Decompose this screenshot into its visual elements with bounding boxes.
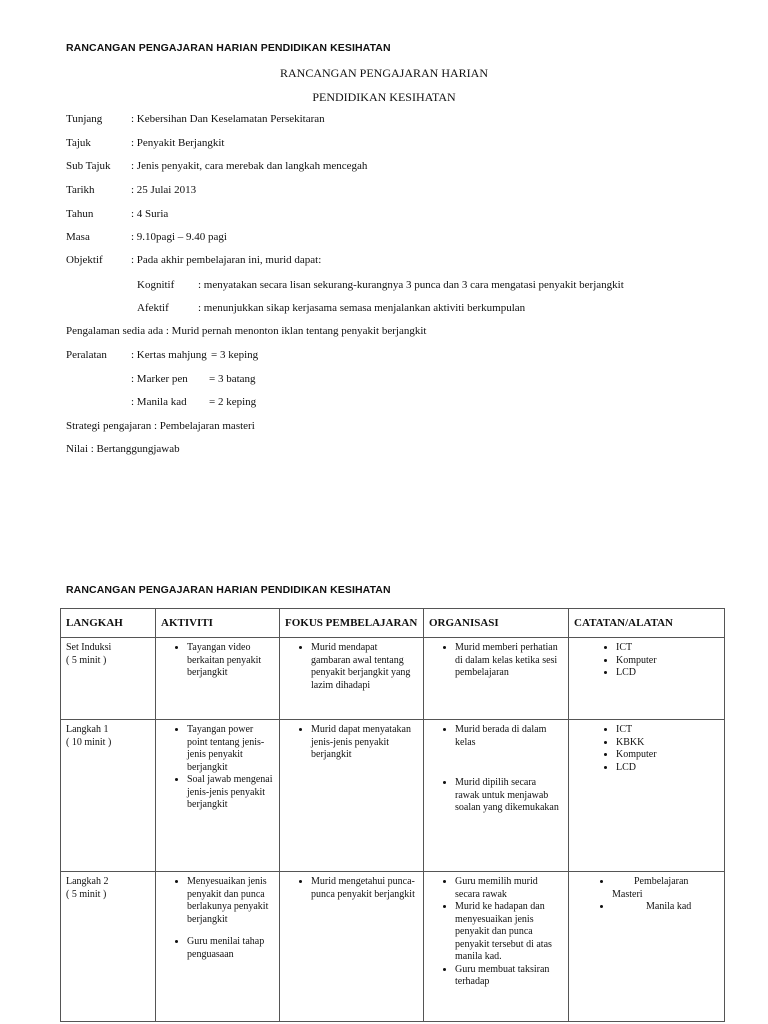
strategi-pengajaran: Strategi pengajaran : Pembelajaran masteri — [66, 420, 255, 432]
cell-aktiviti — [156, 872, 280, 1022]
cell-aktiviti — [156, 720, 280, 872]
cell-fokus — [280, 872, 424, 1022]
cell-fokus — [280, 638, 424, 720]
table-row — [61, 872, 725, 1022]
table-row — [61, 720, 725, 872]
langkah-name: Set Induksi — [66, 642, 112, 653]
table-row — [61, 638, 725, 720]
field-label-tajuk: Tajuk — [66, 137, 91, 149]
list-item: • Tayangan power point tentang jenis-jenis penyakit berjangkit — [187, 724, 274, 774]
list-item: • Murid memberi perhatian di dalam kelas ketika sesi pembelajaran — [455, 642, 563, 680]
field-label-tarikh: Tarikh — [66, 184, 95, 196]
list-item: • LCD — [616, 762, 719, 775]
column-header-fokus: FOKUS PEMBELAJARAN — [280, 609, 424, 638]
langkah-duration: ( 5 minit ) — [66, 654, 107, 666]
langkah-name: Langkah 1 — [66, 724, 109, 735]
list-item: • Komputer — [616, 655, 719, 668]
cell-langkah — [61, 872, 156, 1022]
list-item: • Murid mendapat gambaran awal tentang penyakit berjangkit yang lazim dihadapi — [311, 642, 418, 692]
field-label-tahun: Tahun — [66, 208, 94, 220]
peralatan-item-qty: = 3 keping — [211, 349, 259, 361]
table-section-header: RANCANGAN PENGAJARAN HARIAN PENDIDIKAN KESIHATAN — [66, 584, 391, 596]
cell-aktiviti — [156, 638, 280, 720]
peralatan-item-name: : Manila kad — [131, 396, 187, 408]
field-value-tajuk: : Penyakit Berjangkit — [131, 137, 225, 149]
column-header-organisasi: ORGANISASI — [424, 609, 569, 638]
list-item: • ICT — [616, 642, 719, 655]
list-item: • Guru menilai tahap penguasaan — [187, 936, 274, 961]
objective-label-kognitif: Kognitif — [137, 279, 175, 291]
list-item: • Murid berada di dalam kelas — [455, 724, 563, 749]
field-value-tunjang: : Kebersihan Dan Keselamatan Persekitaran — [131, 113, 325, 125]
list-item: • Guru membuat taksiran terhadap — [455, 964, 563, 989]
cell-catatan — [569, 638, 725, 720]
field-label-masa: Masa — [66, 231, 90, 243]
peralatan-item-name: : Kertas mahjung — [131, 349, 207, 361]
field-label-objektif: Objektif — [66, 254, 103, 266]
cell-organisasi — [424, 720, 569, 872]
list-item: • Murid mengetahui punca-punca penyakit berjangkit — [311, 876, 418, 901]
cell-langkah — [61, 720, 156, 872]
nilai: Nilai : Bertanggungjawab — [66, 443, 180, 455]
langkah-name: Langkah 2 — [66, 876, 109, 887]
cell-langkah — [61, 638, 156, 720]
lesson-plan-table — [60, 608, 725, 1022]
document-subtitle: PENDIDIKAN KESIHATAN — [312, 90, 456, 104]
list-item: • Tayangan video berkaitan penyakit berjangkit — [187, 642, 274, 680]
list-item: • Menyesuaikan jenis penyakit dan punca berlakunya penyakit berjangkit — [187, 876, 274, 926]
list-item: • Murid ke hadapan dan menyesuaikan jenis penyakit dan punca penyakit tersebut di atas manila kad. — [455, 901, 563, 964]
field-value-masa: : 9.10pagi – 9.40 pagi — [131, 231, 227, 243]
list-item: • Murid dipilih secara rawak untuk menjawab soalan yang dikemukakan — [455, 777, 563, 815]
cell-organisasi — [424, 872, 569, 1022]
page-header: RANCANGAN PENGAJARAN HARIAN PENDIDIKAN KESIHATAN — [66, 42, 391, 54]
objective-value-afektif: : menunjukkan sikap kerjasama semasa menjalankan aktiviti berkumpulan — [198, 302, 526, 314]
cell-fokus — [280, 720, 424, 872]
cell-catatan — [569, 720, 725, 872]
langkah-duration: ( 10 minit ) — [66, 736, 112, 748]
column-header-aktiviti: AKTIVITI — [156, 609, 280, 638]
list-item: • Soal jawab mengenai jenis-jenis penyakit berjangkit — [187, 774, 274, 812]
field-value-objektif: : Pada akhir pembelajaran ini, murid dapat: — [131, 254, 322, 266]
list-item: • LCD — [616, 667, 719, 680]
list-item: • Manila kad — [612, 901, 719, 914]
pengalaman-sedia-ada: Pengalaman sedia ada : Murid pernah menonton iklan tentang penyakit berjangkit — [66, 325, 427, 337]
column-header-catatan: CATATAN/ALATAN — [569, 609, 725, 638]
list-item: • KBKK — [616, 737, 719, 750]
list-item: • Murid dapat menyatakan jenis-jenis penyakit berjangkit — [311, 724, 418, 762]
cell-organisasi — [424, 638, 569, 720]
field-label-tunjang: Tunjang — [66, 113, 103, 125]
field-value-tarikh: : 25 Julai 2013 — [131, 184, 197, 196]
cell-catatan — [569, 872, 725, 1022]
peralatan-label: Peralatan — [66, 349, 107, 361]
field-value-sub-tajuk: : Jenis penyakit, cara merebak dan langkah mencegah — [131, 160, 368, 172]
document-title: RANCANGAN PENGAJARAN HARIAN — [279, 66, 488, 80]
table-header-row — [61, 609, 725, 638]
list-item: • Guru memilih murid secara rawak — [455, 876, 563, 901]
field-label-sub-tajuk: Sub Tajuk — [66, 160, 111, 172]
langkah-duration: ( 5 minit ) — [66, 888, 107, 900]
list-item: • ICT — [616, 724, 719, 737]
column-header-langkah: LANGKAH — [61, 609, 156, 638]
list-item: • Komputer — [616, 749, 719, 762]
peralatan-item-qty: = 2 keping — [209, 396, 257, 408]
list-item: • Pembelajaran Masteri — [612, 876, 719, 901]
field-value-tahun: : 4 Suria — [131, 208, 169, 220]
peralatan-item-name: : Marker pen — [131, 373, 188, 385]
peralatan-item-qty: = 3 batang — [209, 373, 256, 385]
objective-label-afektif: Afektif — [137, 302, 169, 314]
objective-value-kognitif: : menyatakan secara lisan sekurang-kurangnya 3 punca dan 3 cara mengatasi penyakit berjangkit — [198, 279, 624, 291]
